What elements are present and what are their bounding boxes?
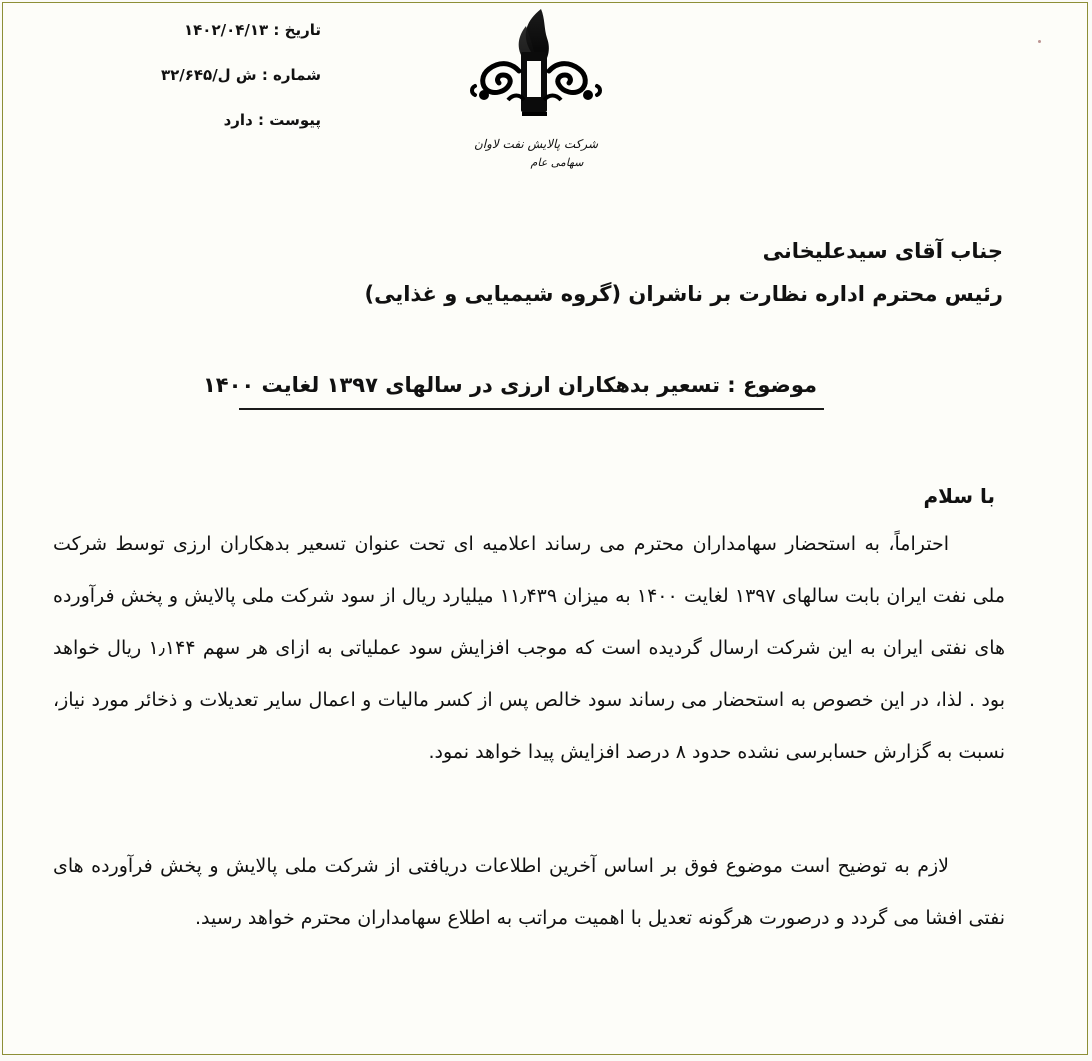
svg-text:سهامی عام: سهامی عام — [530, 156, 584, 169]
recipient-title: رئیس محترم اداره نظارت بر ناشران (گروه شیمیایی و غذایی) — [364, 282, 1003, 306]
scan-mark — [1038, 40, 1041, 43]
letter-greeting: با سلام — [923, 484, 995, 508]
svg-text:شرکت پالایش نفت لاوان: شرکت پالایش نفت لاوان — [473, 137, 599, 151]
letter-number: شماره : ش ل/۳۲/۶۴۵ — [160, 66, 321, 84]
letter-subject: موضوع : تسعیر بدهکاران ارزی در سالهای ۱۳۹۷ لغایت ۱۴۰۰ — [202, 373, 817, 397]
letter-attachment: پیوست : دارد — [223, 111, 321, 129]
subject-underline — [239, 408, 824, 410]
company-logo — [465, 3, 607, 175]
letter-date: تاریخ : ۱۴۰۲/۰۴/۱۳ — [184, 21, 321, 39]
body-paragraph-2: لازم به توضیح است موضوع فوق بر اساس آخرین اطلاعات دریافتی از شرکت ملی پالایش و پخش فرآورده های نفتی افشا می گردد و درصورت هرگونه تعدیل با اهمیت مراتب به اطلاع سهامداران محترم خواهد رسید. — [53, 855, 1005, 929]
recipient-name: جناب آقای سیدعلیخانی — [762, 239, 1003, 263]
letter-page — [2, 2, 1088, 1055]
body-paragraph-1: احتراماً، به استحضار سهامداران محترم می رساند اعلامیه ای تحت عنوان تسعیر بدهکاران ارزی توسط شرکت ملی نفت ایران بابت سالهای ۱۳۹۷ لغایت ۱۴۰۰ به میزان ۱۱٫۴۳۹ میلیارد ریال از سود شرکت ملی پالایش و پخش فرآورده های نفتی ایران به این شرکت ارسال گردیده است که موجب افزایش سود عملیاتی به ازای هر سهم ۱٫۱۴۴ ریال خواهد بود . لذا، در این خصوص به استحضار می رساند سود خالص پس از کسر مالیات و اعمال سایر تعدیلات و ذخائر مورد نیاز، نسبت به گزارش حسابرسی نشده حدود ۸ درصد افزایش پیدا خواهد نمود. — [53, 533, 1005, 763]
